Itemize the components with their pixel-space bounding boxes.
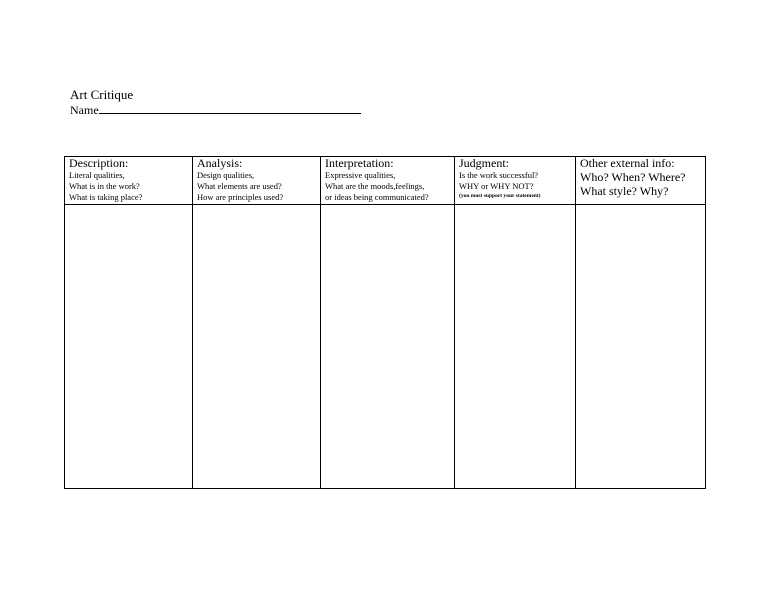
description-line: Literal qualities, (69, 170, 125, 180)
description-line: What is in the work? (69, 181, 140, 191)
judgment-response-cell[interactable] (455, 205, 576, 489)
interpretation-line: or ideas being communicated? (325, 192, 429, 202)
analysis-line: What elements are used? (197, 181, 282, 191)
other-info-response-cell[interactable] (576, 205, 706, 489)
analysis-line: How are principles used? (197, 192, 284, 202)
interpretation-header-cell (321, 157, 455, 205)
worksheet-title: Art Critique (70, 87, 134, 102)
analysis-header-cell (193, 157, 321, 205)
header-row (65, 157, 706, 205)
other-info-title: Other external info: (580, 156, 675, 170)
name-blank-line[interactable] (99, 102, 361, 114)
other-info-header-cell (576, 157, 706, 205)
interpretation-line: What are the moods,feelings, (325, 181, 425, 191)
interpretation-line: Expressive qualities, (325, 170, 396, 180)
analysis-response-cell[interactable] (193, 205, 321, 489)
other-info-line: What style? Why? (580, 184, 669, 198)
description-line: What is taking place? (69, 192, 143, 202)
analysis-line: Design qualities, (197, 170, 255, 180)
name-field[interactable] (70, 102, 361, 118)
judgment-line: WHY or WHY NOT? (459, 181, 534, 191)
name-label: Name (70, 103, 99, 117)
other-info-line: Who? When? Where? (580, 170, 686, 184)
judgment-header-cell (455, 157, 576, 205)
analysis-title: Analysis: (197, 156, 243, 170)
critique-table (64, 156, 706, 489)
description-title: Description: (69, 156, 129, 170)
judgment-line: Is the work successful? (459, 170, 539, 180)
interpretation-title: Interpretation: (325, 156, 394, 170)
judgment-title: Judgment: (459, 156, 509, 170)
description-response-cell[interactable] (65, 205, 193, 489)
response-row (65, 205, 706, 489)
description-header-cell (65, 157, 193, 205)
interpretation-response-cell[interactable] (321, 205, 455, 489)
judgment-note: (you must support your statement) (459, 193, 541, 199)
